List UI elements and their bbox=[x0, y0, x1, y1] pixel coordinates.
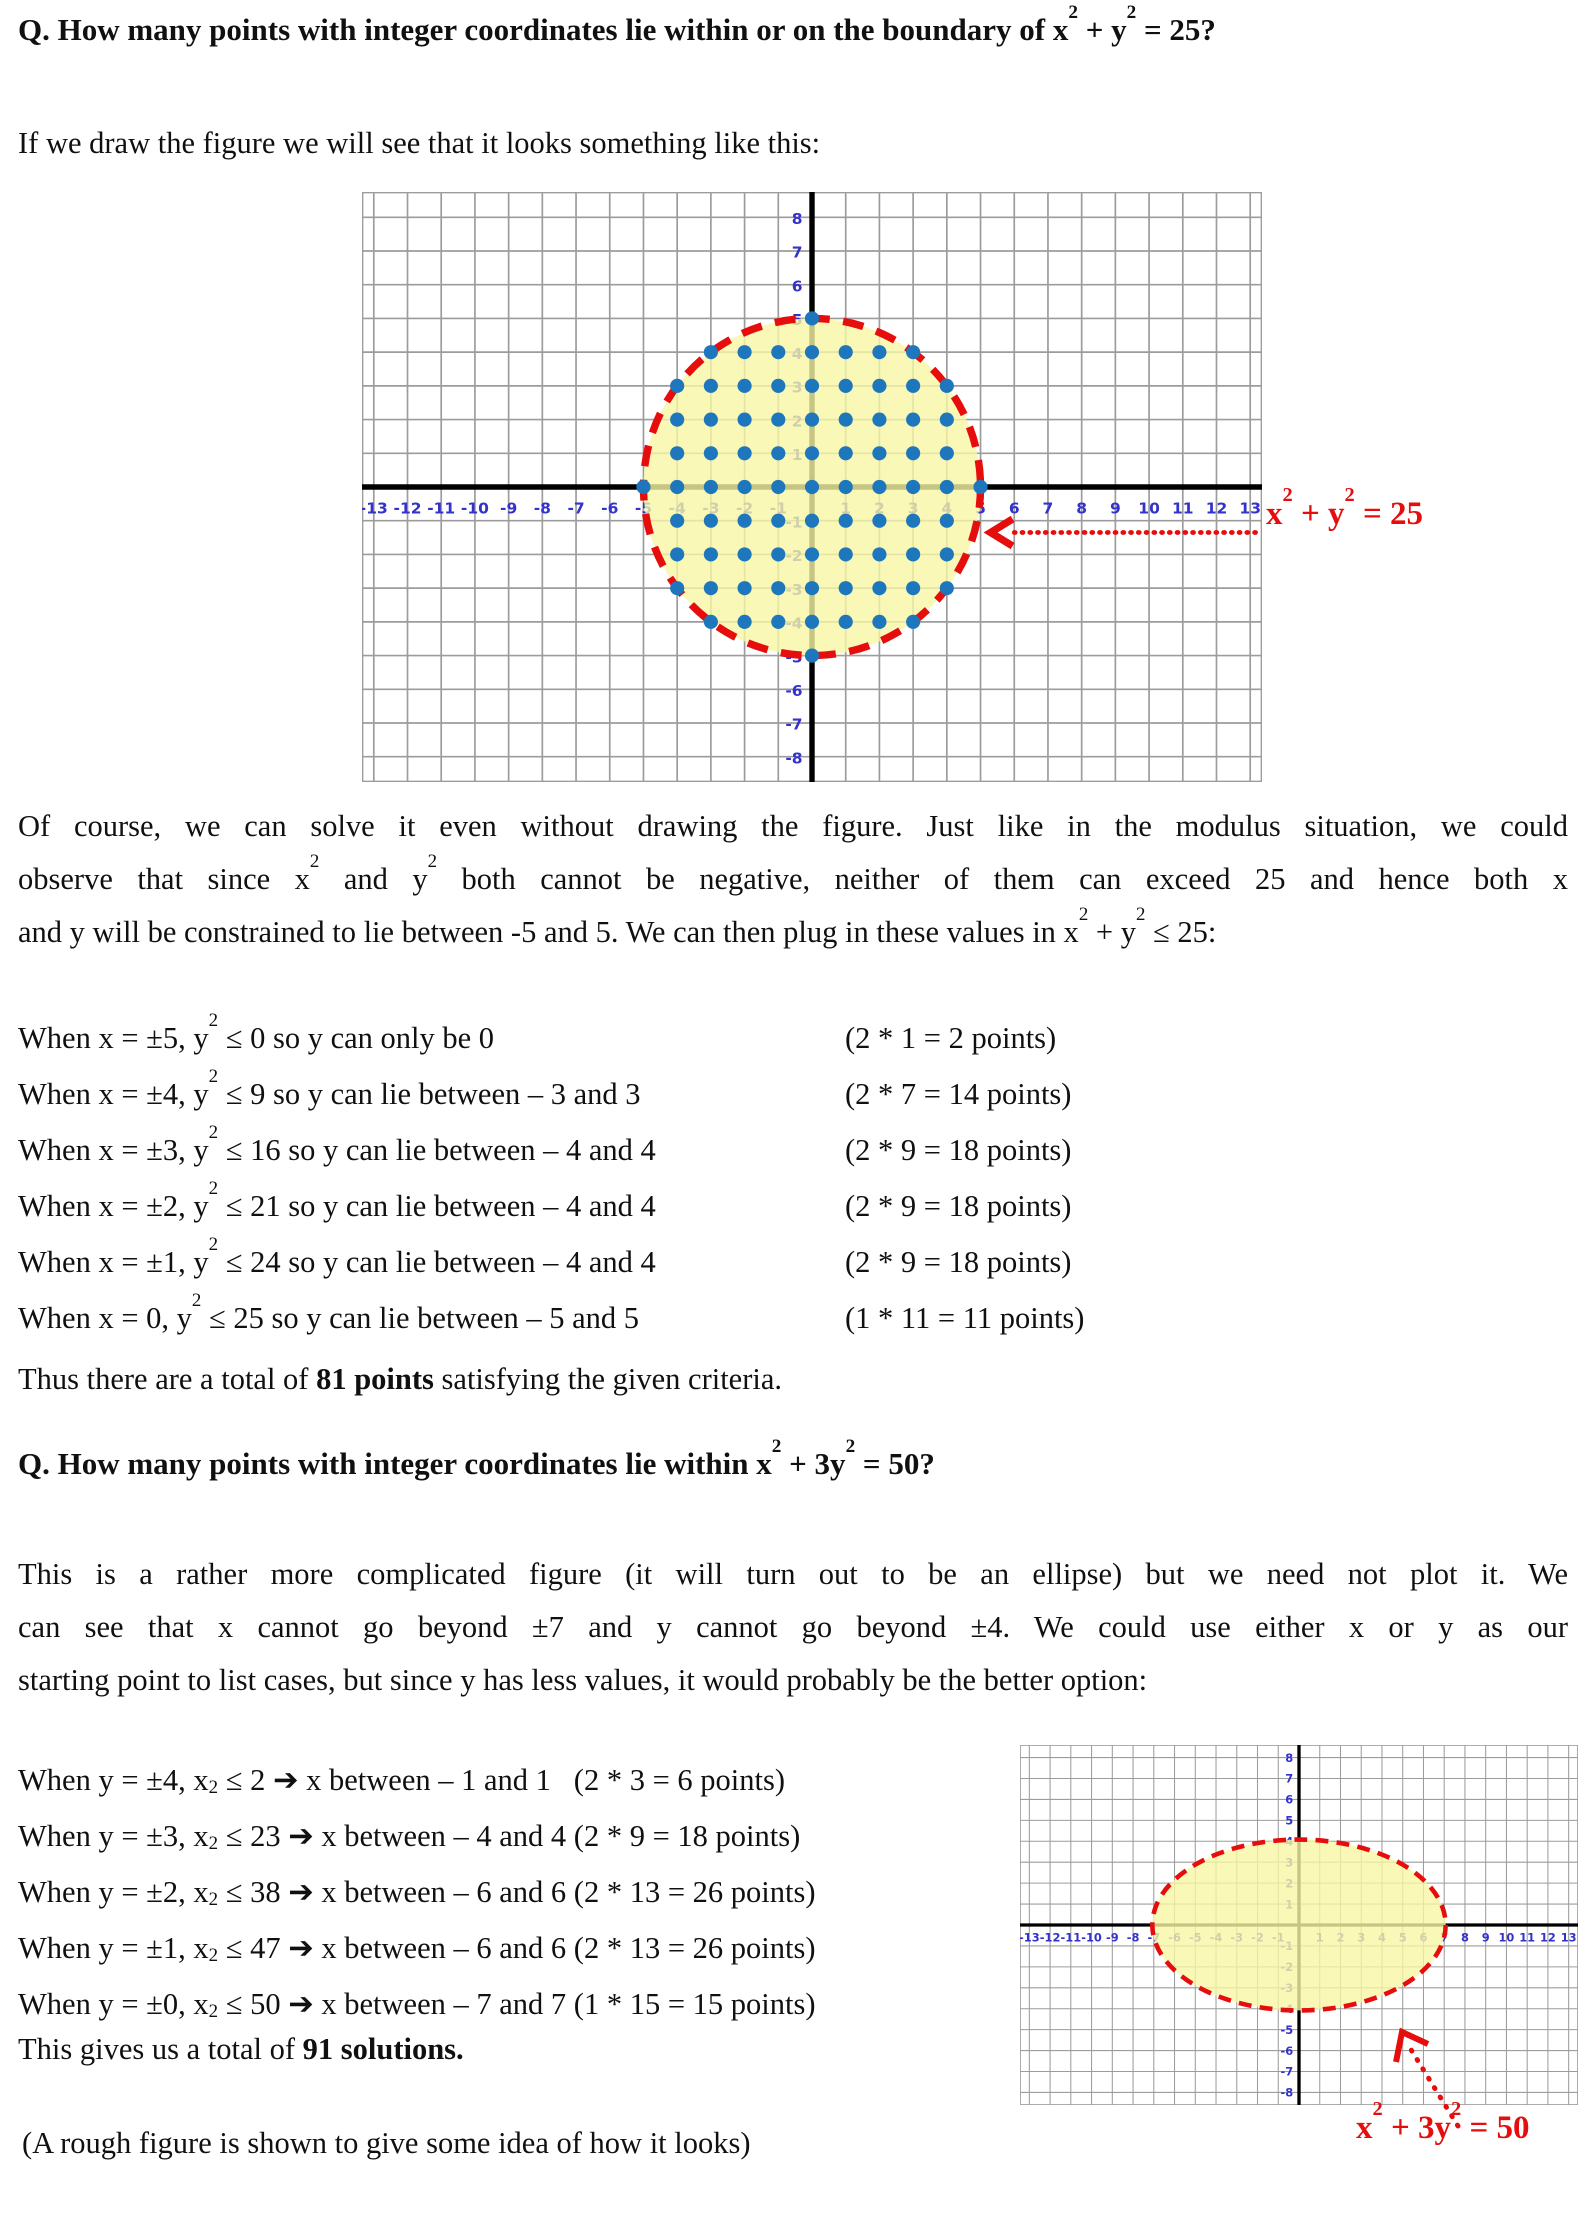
paragraph-line: and y will be constrained to lie between -5 and 5. We can then plug in these values in $x^2 + y^2 \le 25$: bbox=[18, 904, 1217, 949]
total-suffix: satisfying the given criteria. bbox=[433, 1362, 783, 1396]
svg-text:13 bbox=[1239, 499, 1261, 517]
case-row bbox=[18, 1168, 1570, 1224]
total-value: 91 solutions. bbox=[302, 2032, 464, 2066]
svg-text:6 bbox=[792, 277, 803, 295]
case-points: (2 * 9 = 18 points) bbox=[845, 1245, 1072, 1279]
svg-text:-6 bbox=[1281, 2044, 1294, 2058]
svg-text:-8 bbox=[785, 749, 802, 767]
svg-text:-5 bbox=[1281, 2023, 1294, 2037]
case-row: When y = ±3, x $^2$ ≤ 23 ➔ x between – 4 and 4 (2 * 9 = 18 points) bbox=[18, 1819, 801, 1854]
svg-text:9 bbox=[1110, 499, 1121, 517]
case-row bbox=[18, 1280, 1570, 1336]
ellipse-region-chart bbox=[1020, 1745, 1578, 2105]
case-points: (1 * 11 = 11 points) bbox=[845, 1301, 1085, 1335]
svg-text:-8 bbox=[1281, 2086, 1294, 2100]
total-prefix: Thus there are a total of bbox=[18, 1362, 317, 1396]
figure-caption: (A rough figure is shown to give some idea of how it looks) bbox=[22, 2126, 751, 2160]
svg-text:10 bbox=[1498, 1930, 1514, 1944]
case-row: When y = ±2, x $^2$ ≤ 38 ➔ x between – 6 and 6 (2 * 13 = 26 points) bbox=[18, 1875, 816, 1910]
ellipse-region-figure bbox=[1020, 1745, 1578, 2105]
svg-text:-6 bbox=[601, 499, 618, 517]
case-condition: When x = ±2, $y^2 \le 21$ so y can lie between – 4 and 4 bbox=[18, 1178, 656, 1223]
case-condition: When x = ±5, $y^2 \le 0$ so y can only be 0 bbox=[18, 1010, 495, 1055]
case-row: When y = ±1, x $^2$ ≤ 47 ➔ x between – 6 and 6 (2 * 13 = 26 points) bbox=[18, 1931, 816, 1966]
case-row: When y = ±4, x $^2$ ≤ 2 ➔ x between – 1 and 1 (2 * 3 = 6 points) bbox=[18, 1763, 785, 1798]
circle-lattice-chart bbox=[362, 192, 1262, 782]
paragraph-line: observe that since $x^2$ and $y^2$ both cannot be negative, neither of them can exceed 25 and hence both x bbox=[18, 851, 1568, 896]
svg-text:-13 bbox=[362, 499, 388, 517]
question-2-title: Q. How many points with integer coordinates lie within $x^2 + 3y^2 = 50$? bbox=[18, 1436, 935, 1481]
svg-text:-9 bbox=[1106, 1930, 1119, 1944]
svg-text:7 bbox=[1043, 499, 1054, 517]
paragraph-line: starting point to list cases, but since y has less values, it would probably be the better option: bbox=[18, 1663, 1148, 1697]
total-line-2 bbox=[18, 2032, 464, 2067]
svg-text:7 bbox=[792, 244, 803, 262]
total-line-1 bbox=[18, 1362, 782, 1397]
svg-text:8 bbox=[1285, 1751, 1293, 1765]
svg-text:-7 bbox=[785, 716, 802, 734]
question-1-title: Q. How many points with integer coordinates lie within or on the boundary of $x^2 + y^2 = 25$? bbox=[18, 2, 1216, 47]
case-row bbox=[18, 1112, 1570, 1168]
svg-text:6 bbox=[1285, 1793, 1293, 1807]
circle-equation-label: $x^2 + y^2 = 25$ bbox=[1266, 483, 1424, 532]
svg-text:11 bbox=[1519, 1930, 1535, 1944]
svg-text:-10 bbox=[1081, 1930, 1102, 1944]
case-condition: When x = ±4, $y^2 \le 9$ so y can lie between – 3 and 3 bbox=[18, 1066, 641, 1111]
svg-text:-12 bbox=[1040, 1930, 1061, 1944]
svg-text:-8 bbox=[534, 499, 551, 517]
solution-paragraph-1 bbox=[18, 800, 1568, 959]
paragraph-line: can see that x cannot go beyond ±7 and y cannot go beyond ±4. We could use either x or y as our bbox=[18, 1610, 1568, 1644]
circle-lattice-figure bbox=[362, 192, 1262, 782]
case-points: (2 * 1 = 2 points) bbox=[845, 1021, 1057, 1055]
paragraph-line: This is a rather more complicated figure (it will turn out to be an ellipse) but we need not plot it. We bbox=[18, 1557, 1568, 1591]
svg-text:-6 bbox=[785, 682, 802, 700]
svg-text:12 bbox=[1206, 499, 1228, 517]
case-points: (2 * 9 = 18 points) bbox=[845, 1133, 1072, 1167]
case-condition: When x = ±3, $y^2 \le 16$ so y can lie between – 4 and 4 bbox=[18, 1122, 656, 1167]
svg-text:8 bbox=[1461, 1930, 1469, 1944]
case-condition: When x = ±1, $y^2 \le 24$ so y can lie between – 4 and 4 bbox=[18, 1234, 656, 1279]
svg-text:-8 bbox=[1127, 1930, 1140, 1944]
case-list-1 bbox=[18, 1000, 1570, 1336]
svg-text:9 bbox=[1482, 1930, 1490, 1944]
solution-paragraph-2 bbox=[18, 1548, 1568, 1707]
svg-text:-11 bbox=[427, 499, 455, 517]
svg-text:8 bbox=[792, 210, 803, 228]
svg-text:7 bbox=[1285, 1772, 1293, 1786]
paragraph-line: Of course, we can solve it even without drawing the figure. Just like in the modulus situation, we could bbox=[18, 809, 1568, 843]
case-row bbox=[18, 1000, 1570, 1056]
svg-text:8 bbox=[1076, 499, 1087, 517]
svg-text:11 bbox=[1172, 499, 1194, 517]
total-value: 81 points bbox=[316, 1362, 434, 1396]
case-condition: When x = 0, $y^2 \le 25$ so y can lie between – 5 and 5 bbox=[18, 1290, 640, 1335]
case-points: (2 * 9 = 18 points) bbox=[845, 1189, 1072, 1223]
case-row: When y = ±0, x $^2$ ≤ 50 ➔ x between – 7 and 7 (1 * 15 = 15 points) bbox=[18, 1987, 816, 2022]
case-points: (2 * 7 = 14 points) bbox=[845, 1077, 1072, 1111]
case-row bbox=[18, 1224, 1570, 1280]
total-prefix: This gives us a total of bbox=[18, 2032, 303, 2066]
svg-text:12 bbox=[1540, 1930, 1556, 1944]
svg-text:10 bbox=[1138, 499, 1160, 517]
svg-text:-7 bbox=[1281, 2065, 1294, 2079]
svg-text:-12 bbox=[393, 499, 421, 517]
svg-text:-11 bbox=[1061, 1930, 1082, 1944]
ellipse-equation-label: $x^2 + 3y^2 = 50$ bbox=[1356, 2097, 1530, 2146]
svg-text:6 bbox=[1009, 499, 1020, 517]
svg-text:-9 bbox=[500, 499, 517, 517]
intro-line: If we draw the figure we will see that it looks something like this: bbox=[18, 126, 821, 160]
case-row bbox=[18, 1056, 1570, 1112]
svg-text:13 bbox=[1561, 1930, 1577, 1944]
svg-text:5 bbox=[1285, 1813, 1293, 1827]
case-list-2 bbox=[18, 1742, 1028, 2022]
svg-text:-10 bbox=[461, 499, 489, 517]
svg-text:-13 bbox=[1020, 1930, 1040, 1944]
svg-text:-7 bbox=[567, 499, 584, 517]
